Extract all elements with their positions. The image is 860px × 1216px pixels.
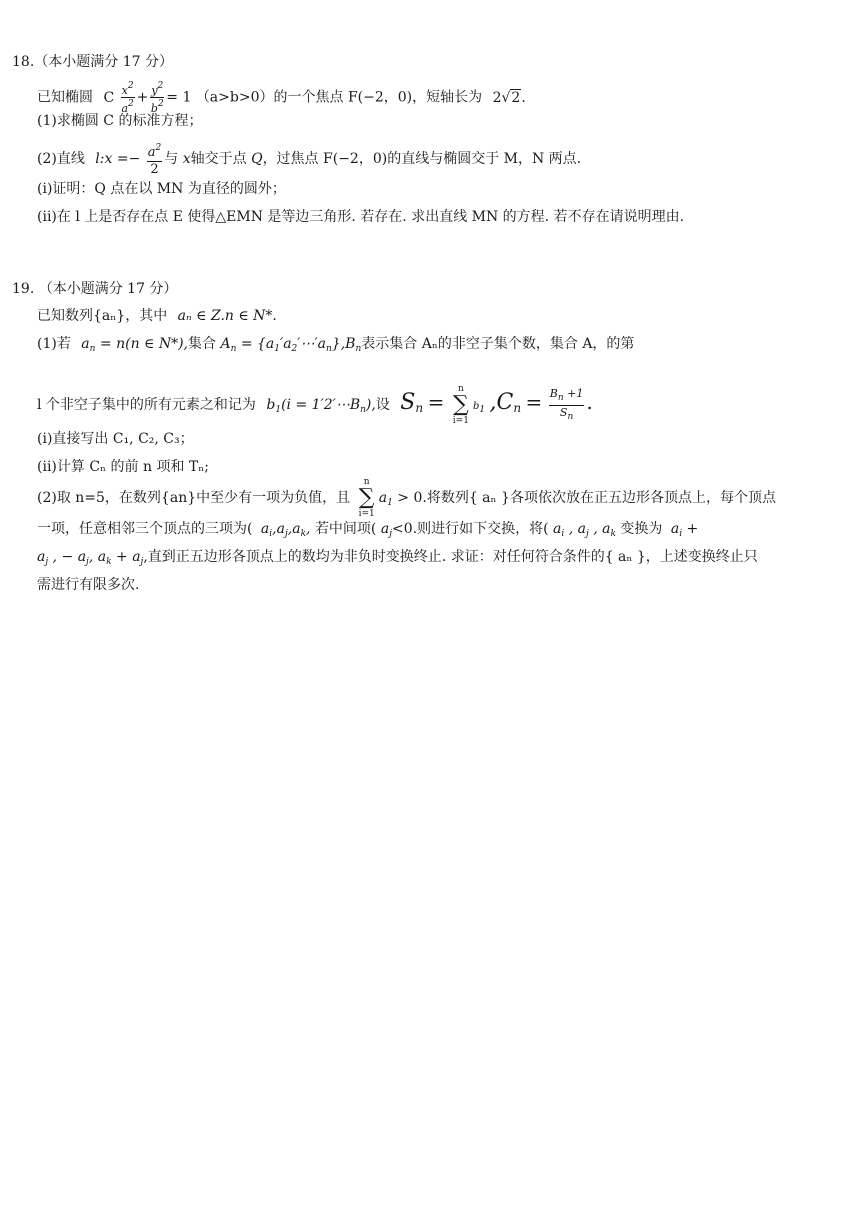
q19-p3-text-a: 一项，任意相邻三个顶点的三项为(: [37, 521, 253, 537]
q18-l1-text-c: F(−2，0)，短轴长为: [347, 89, 483, 106]
q18-part2: (2)直线 l:x =− $\frac{a^2}{2}$ 与 x轴交于点 Q，过焦点 F(−2，0)的直线与椭圆交于 M，N 两点.: [37, 140, 581, 178]
q19-l2-text-b: 设: [375, 397, 390, 413]
frac-a2-2: $\frac{a^2}{2}$: [147, 140, 163, 178]
q19-p3-text-b: 若中间项(: [314, 521, 377, 537]
q18-p2-Q: Q: [251, 151, 263, 167]
sigma-sum-b: n ∑ i=1: [452, 384, 469, 426]
q19-part-ii: (ii)计算 Cₙ 的前 n 项和 Tₙ;: [37, 459, 210, 475]
q18-p2-text-d: 轴交于点: [190, 151, 247, 167]
q19-l2-text-a: l 个非空子集中的所有元素之和记为: [37, 397, 256, 413]
q18-part-i: (i)证明：Q 点在以 MN 为直径的圆外；: [37, 181, 286, 197]
q19-p2-text-b: 将数列{ aₙ }各项依次放在正五边形各顶点上，每个顶点: [426, 490, 776, 506]
q19-l1-text: 已知数列{aₙ}，其中: [37, 308, 168, 324]
q19-header: 19. （本小题满分 17 分）: [12, 281, 178, 297]
q18-part1: (1)求椭圆 C 的标准方程；: [37, 113, 203, 129]
q19-p1-text-b: 集合: [188, 336, 217, 352]
q19-p4-text-a: ,直到正五边形各顶点上的数均为非负时变换终止. 求证：对任何符合条件的{ aₙ }，上述变换终止只: [143, 549, 758, 565]
q18-p2-text-a: (2)直线: [37, 151, 85, 167]
frac-y2-b2: $\frac{y^2}{b^2}$: [150, 81, 164, 115]
q19-l1-math: aₙ ∈ Z.n ∈ N*.: [177, 308, 277, 324]
q19-p1-text-c: 表示集合: [361, 336, 418, 352]
q18-header: 18.（本小题满分 17 分）: [12, 54, 173, 70]
q19-line4: $a_j$ , − $a_j$, $a_k + a_j$,直到正五边形各顶点上的数均为非负时变换终止. 求证：对任何符合条件的{ aₙ }，上述变换终止只: [37, 549, 758, 567]
q19-p2-text-a: (2)取 n=5，在数列{an}中至少有一项为负值，且: [37, 490, 351, 506]
q19-p1-text-a: (1)若: [37, 336, 71, 352]
q18-l1-text-a: 已知椭圆: [37, 89, 93, 106]
q18-p2-text-b: 与: [164, 151, 179, 167]
q19-p3-text-c: <0.则进行如下交换，将(: [392, 521, 549, 537]
q18-p2-text-f: ，过焦点 F(−2，0)的直线与椭圆交于 M，N 两点.: [262, 151, 582, 167]
q19-p3-text-d: 变换为: [620, 521, 663, 537]
q19-part2: (2)取 n=5，在数列{an}中至少有一项为负值，且 n ∑ i=1 $a_1 > 0$.将数列{ aₙ }各项依次放在正五边形各顶点上，每个顶点: [37, 477, 776, 519]
frac-Bn-Sn: $\frac{B_n +1}{S_n}$: [549, 386, 584, 422]
q18-p2-x: x: [182, 151, 191, 167]
q19-part1: (1)若 $a_n = n(n$ ∈ N*),集合 $A_n$ = $\{a_1'a_2'\cdots'a_n\},B_n$表示集合 Aₙ的非空子集个数，集合 A，的第: [37, 336, 635, 354]
sigma-sum-a: n ∑ i=1: [358, 477, 375, 519]
q18-l1-text-b: （a>b>0）的一个焦点: [195, 89, 344, 106]
q19-part-i: (i)直接写出 C₁, C₂, C₃；: [37, 431, 194, 447]
q19-line1: [37, 307, 277, 325]
q18-line1: 已知椭圆 C $\frac{x^2}{a^2}$ + $\frac{y^2}{b^2}$ = 1 （a>b>0）的一个焦点 F(−2，0)，短轴长为 2√2.: [37, 81, 526, 115]
q19-line3: 一项，任意相邻三个顶点的三项为( $a_i,a_j,a_k$, 若中间项( $a_j<0$.则进行如下交换，将( $a_i$ , $a_j$ , $a_k$ 变换为 $a_i$ +: [37, 521, 699, 539]
q19-line5: 需进行有限多次.: [37, 577, 140, 593]
q18-part-ii: (ii)在 l 上是否存在点 E 使得△EMN 是等边三角形. 若存在. 求出直线 MN 的方程. 若不存在请说明理由.: [37, 209, 685, 225]
q19-p1-text-d: Aₙ的非空子集个数，集合 A，的第: [421, 336, 635, 352]
frac-x2-a2: $\frac{x^2}{a^2}$: [121, 81, 134, 115]
q19-line2: l 个非空子集中的所有元素之和记为 $b_1(i$ = $1'2'\cdots B_n$),设 $S_n$ = n ∑ i=1 b1 $,C_n$ = $\frac{B_n +1}{S_n}$ .: [37, 384, 593, 426]
